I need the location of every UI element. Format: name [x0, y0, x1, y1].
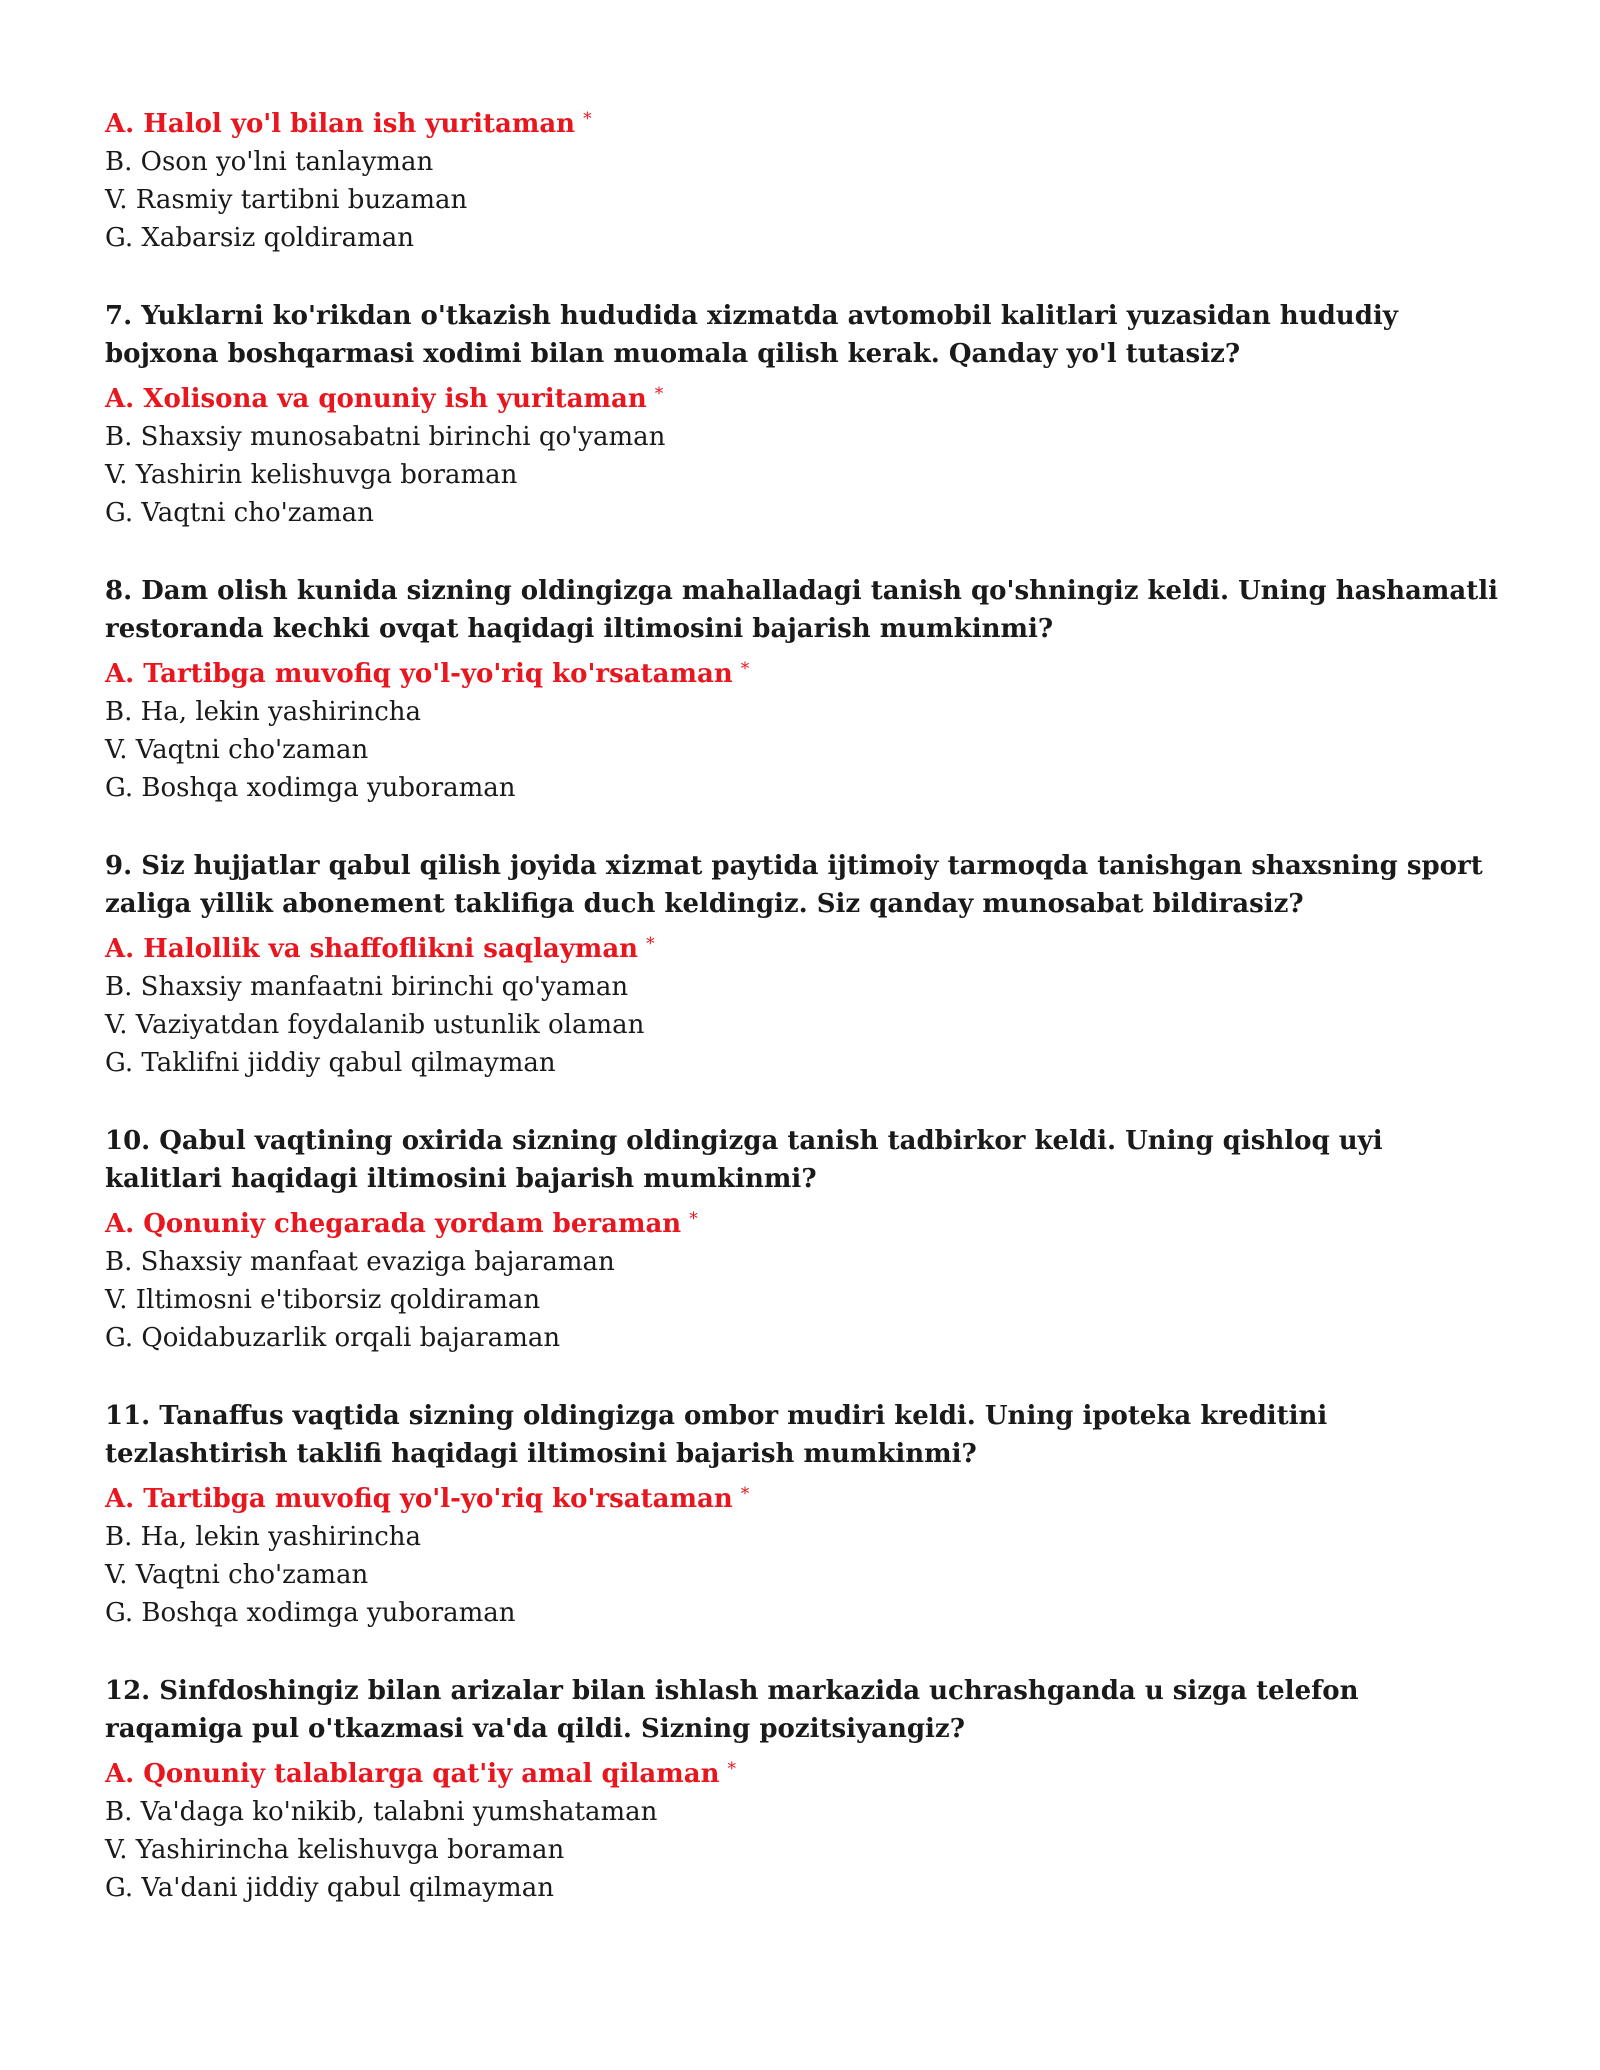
option-g: G. Boshqa xodimga yuboraman	[105, 1598, 516, 1628]
option-g: G. Vaqtni cho'zaman	[105, 498, 374, 528]
option-a-correct: A. Halollik va shaffoflikni saqlayman *	[105, 934, 655, 964]
correct-marker: *	[727, 1759, 736, 1779]
option-a-correct: A. Tartibga muvofiq yo'l-yo'riq ko'rsataman *	[105, 659, 750, 689]
correct-marker: *	[646, 934, 655, 954]
option-b: B. Ha, lekin yashirincha	[105, 1522, 422, 1552]
correct-marker: *	[740, 1484, 750, 1504]
option-v: V. Vaziyatdan foydalanib ustunlik olaman	[105, 1010, 645, 1040]
correct-marker: *	[740, 659, 750, 679]
option-b: B. Shaxsiy munosabatni birinchi qo'yaman	[105, 422, 666, 452]
question-block-7	[105, 297, 1500, 532]
option-v: V. Iltimosni e'tiborsiz qoldiraman	[105, 1285, 541, 1315]
option-b: B. Shaxsiy manfaat evaziga bajaraman	[105, 1247, 615, 1277]
question-text: 9. Siz hujjatlar qabul qilish joyida xizmat paytida ijtimoiy tarmoqda tanishgan shaxsning sport zaliga yillik abonement taklifiga duch keldingiz. Siz qanday munosabat bildirasiz?	[105, 851, 1483, 919]
question-block-9	[105, 847, 1500, 1082]
question-block-12	[105, 1672, 1500, 1907]
option-b: B. Shaxsiy manfaatni birinchi qo'yaman	[105, 972, 629, 1002]
option-v: V. Yashirin kelishuvga boraman	[105, 460, 518, 490]
question-text: 11. Tanaffus vaqtida sizning oldingizga ombor mudiri keldi. Uning ipoteka kreditini tezlashtirish taklifi haqidagi iltimosini bajarish mumkinmi?	[105, 1401, 1328, 1469]
question-block-6-tail	[105, 100, 1500, 257]
question-block-10	[105, 1122, 1500, 1357]
option-g: G. Xabarsiz qoldiraman	[105, 223, 414, 253]
option-a-correct: A. Qonuniy talablarga qat'iy amal qilaman *	[105, 1759, 736, 1789]
question-block-8	[105, 572, 1500, 807]
option-b: B. Va'daga ko'nikib, talabni yumshataman	[105, 1797, 658, 1827]
option-v: V. Yashirincha kelishuvga boraman	[105, 1835, 565, 1865]
option-g: G. Boshqa xodimga yuboraman	[105, 773, 516, 803]
question-text: 8. Dam olish kunida sizning oldingizga mahalladagi tanish qo'shningiz keldi. Uning hashamatli restoranda kechki ovqat haqidagi iltimosini bajarish mumkinmi?	[105, 576, 1498, 644]
option-g: G. Va'dani jiddiy qabul qilmayman	[105, 1873, 554, 1903]
question-text: 10. Qabul vaqtining oxirida sizning oldingizga tanish tadbirkor keldi. Uning qishloq uyi kalitlari haqidagi iltimosini bajarish mumkinmi?	[105, 1126, 1383, 1194]
question-text: 7. Yuklarni ko'rikdan o'tkazish hududida xizmatda avtomobil kalitlari yuzasidan hududiy bojxona boshqarmasi xodimi bilan muomala qilish kerak. Qanday yo'l tutasiz?	[105, 301, 1398, 369]
option-a-correct: A. Tartibga muvofiq yo'l-yo'riq ko'rsataman *	[105, 1484, 750, 1514]
option-a-correct: A. Xolisona va qonuniy ish yuritaman *	[105, 384, 664, 414]
correct-marker: *	[654, 384, 664, 404]
option-a-correct: A. Halol yo'l bilan ish yuritaman *	[105, 109, 592, 139]
question-text: 12. Sinfdoshingiz bilan arizalar bilan ishlash markazida uchrashganda u sizga telefon raqamiga pul o'tkazmasi va'da qildi. Sizning pozitsiyangiz?	[105, 1676, 1359, 1744]
option-g: G. Qoidabuzarlik orqali bajaraman	[105, 1323, 561, 1353]
correct-marker: *	[583, 109, 592, 129]
option-v: V. Vaqtni cho'zaman	[105, 735, 369, 765]
option-a-correct: A. Qonuniy chegarada yordam beraman *	[105, 1209, 698, 1239]
option-g: G. Taklifni jiddiy qabul qilmayman	[105, 1048, 556, 1078]
option-v: V. Rasmiy tartibni buzaman	[105, 185, 468, 215]
option-v: V. Vaqtni cho'zaman	[105, 1560, 369, 1590]
question-block-11	[105, 1397, 1500, 1632]
correct-marker: *	[689, 1209, 698, 1229]
option-b: B. Ha, lekin yashirincha	[105, 697, 422, 727]
option-b: B. Oson yo'lni tanlayman	[105, 147, 434, 177]
